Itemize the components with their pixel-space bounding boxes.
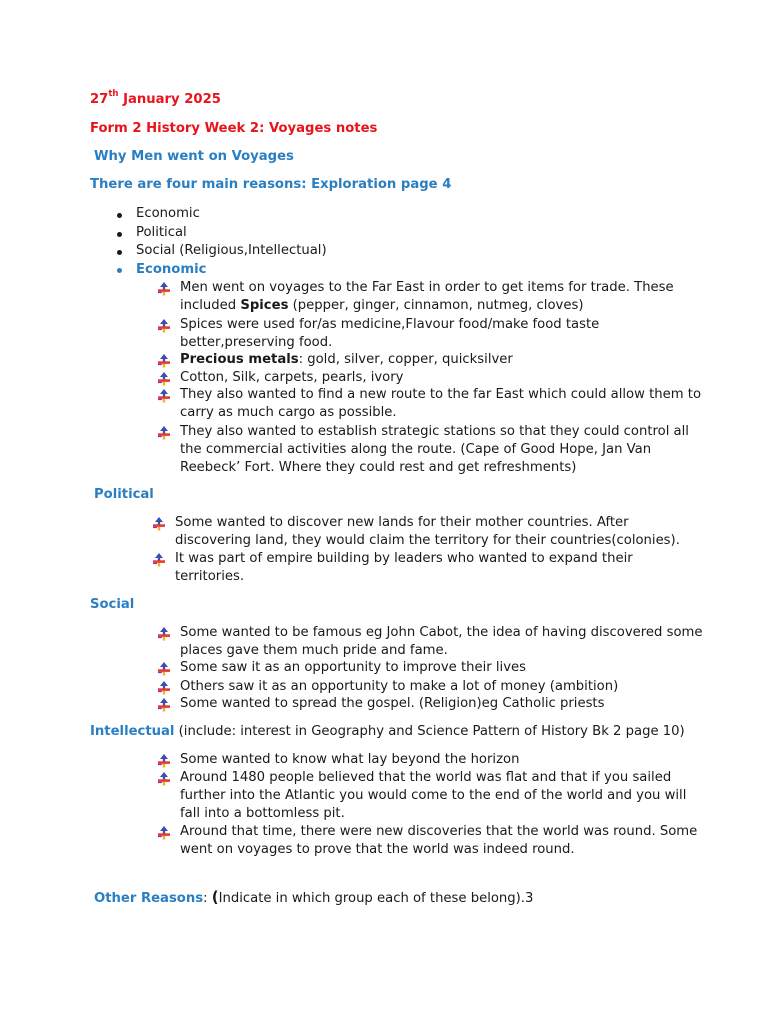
bullet-dot-icon [117,213,122,218]
economic-item-line: They also wanted to establish strategic stations so that they could control all [180,424,689,439]
economic-item-line: They also wanted to find a new route to the far East which could allow them to [180,387,702,402]
why-heading: Why Men went on Voyages [94,149,294,164]
intellectual-item-line: further into the Atlantic you would come to the end of the world and you will [180,788,687,804]
social-item-line: Others saw it as an opportunity to make a lot of money (ambition) [180,679,619,694]
arrow-bullet-icon [157,389,171,403]
economic-item-line: Spices were used for/as medicine,Flavour food/make food taste [180,317,600,332]
political-item-line: territories. [175,569,245,585]
intellectual-item-line: Some wanted to know what lay beyond the horizon [180,752,520,767]
arrow-bullet-icon [157,627,171,641]
arrow-bullet-icon [157,319,171,333]
intellectual-item-line: Around 1480 people believed that the world was flat and that if you sailed [180,770,672,785]
arrow-bullet-icon [157,754,171,768]
arrow-bullet-icon [152,517,166,531]
intellectual-item-line: went on voyages to prove that the world was indeed round. [180,842,575,858]
intellectual-heading: Intellectual [90,724,175,739]
arrow-bullet-icon [157,426,171,440]
bullet-dot-icon [117,232,122,237]
bullet-dot-icon [117,250,122,255]
political-heading: Political [94,487,154,502]
economic-heading: Economic [136,262,207,277]
intellectual-note: (include: interest in Geography and Science Pattern of History Bk 2 page 10) [174,724,685,739]
political-item-line: Some wanted to discover new lands for their mother countries. After [175,515,629,530]
political-item-line: It was part of empire building by leaders who wanted to expand their [175,551,633,566]
arrow-bullet-icon [157,662,171,676]
arrow-bullet-icon [157,372,171,386]
social-heading: Social [90,597,135,612]
page-title: Form 2 History Week 2: Voyages notes [90,121,378,136]
reason-item: Social (Religious,Intellectual) [136,243,327,258]
arrow-bullet-icon [157,354,171,368]
social-item-line: places gave them much pride and fame. [180,643,448,659]
reasons-heading: There are four main reasons: Exploration page 4 [90,177,452,192]
intellectual-item-line: fall into a bottomless pit. [180,806,345,822]
reason-item: Political [136,225,187,240]
economic-item-line: Men went on voyages to the Far East in order to get items for trade. These [180,280,674,295]
economic-item-line: Precious metals: gold, silver, copper, quicksilver [180,352,513,367]
political-item-line: discovering land, they would claim the territory for their countries(colonies). [175,533,680,549]
social-item-line: Some saw it as an opportunity to improve their lives [180,660,526,675]
other-heading: Other Reasons [94,891,204,906]
intellectual-item-line: Around that time, there were new discoveries that the world was round. Some [180,824,698,839]
arrow-bullet-icon [157,698,171,712]
date-line: 27th January 2025 [90,89,221,107]
bullet-dot-icon [117,268,122,273]
economic-item-line: Cotton, Silk, carpets, pearls, ivory [180,370,404,385]
arrow-bullet-icon [157,826,171,840]
reason-item: Economic [136,206,200,221]
other-note: Indicate in which group each of these belong).3 [218,891,534,906]
intellectual-heading-line [90,724,685,739]
economic-item-line: the commercial activities along the route. (Cape of Good Hope, Jan Van [180,442,652,458]
arrow-bullet-icon [157,772,171,786]
other-reasons-line: Other Reasons: (Indicate in which group each of these belong).3 [94,888,534,906]
economic-item-line: included Spices (pepper, ginger, cinnamon, nutmeg, cloves) [180,298,584,314]
economic-item-line: carry as much cargo as possible. [180,405,397,421]
social-item-line: Some wanted to be famous eg John Cabot, the idea of having discovered some [180,625,703,640]
arrow-bullet-icon [152,553,166,567]
economic-item-line: better,preserving food. [180,335,333,351]
arrow-bullet-icon [157,282,171,296]
social-item-line: Some wanted to spread the gospel. (Religion)eg Catholic priests [180,696,605,711]
arrow-bullet-icon [157,681,171,695]
economic-item-line: Reebeck’ Fort. Where they could rest and get refreshments) [180,460,577,476]
